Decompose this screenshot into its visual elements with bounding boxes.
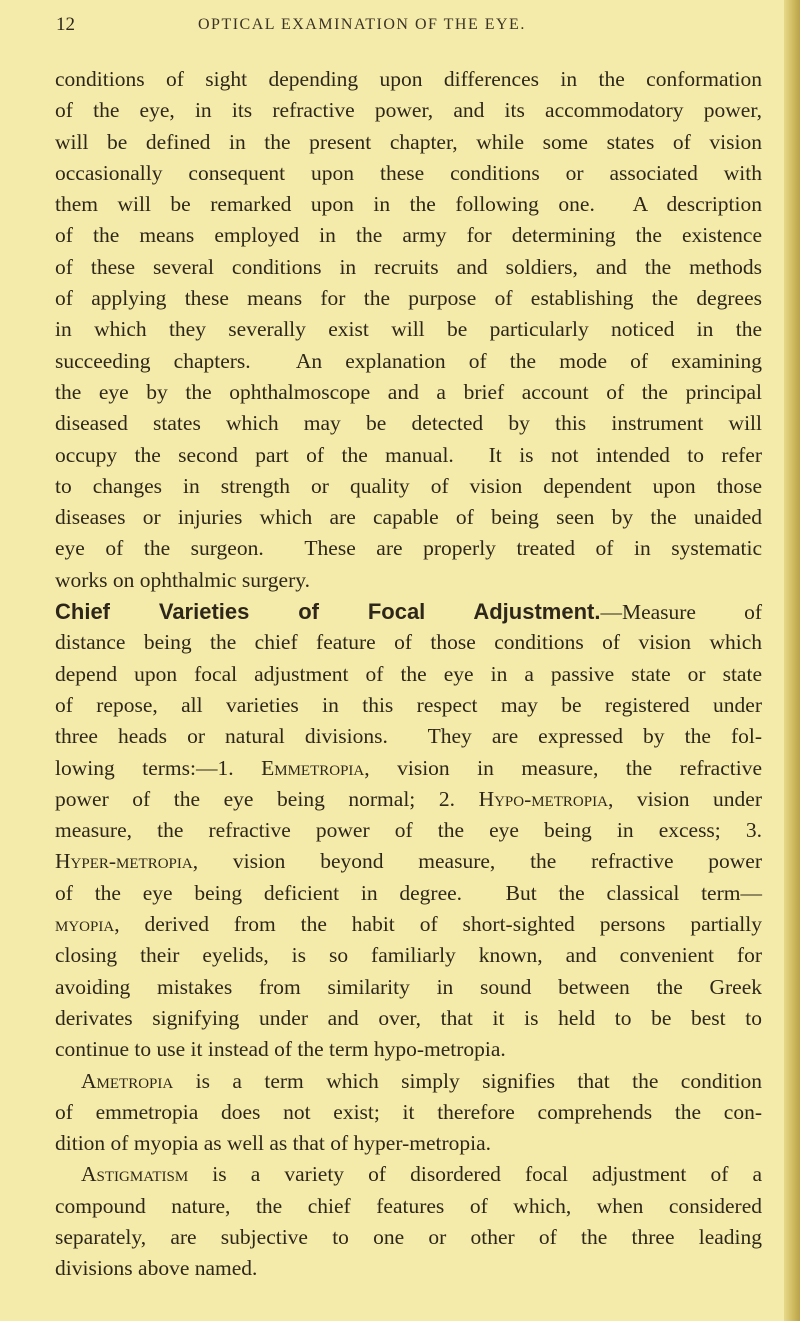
text-segment: , vision beyond measure, the refractive power xyxy=(192,849,762,874)
term-small-caps: myopia xyxy=(55,912,115,937)
term-small-caps: Emmetropia xyxy=(261,755,365,780)
text-line xyxy=(55,721,762,752)
text-segment: , vision under xyxy=(607,786,762,811)
text-line xyxy=(55,846,762,877)
term-small-caps: Astigmatism xyxy=(81,1162,189,1187)
text-line xyxy=(55,440,762,471)
text-line xyxy=(55,314,762,345)
term-small-caps: Hyper-metropia xyxy=(55,849,193,874)
text-line xyxy=(55,753,762,784)
text-segment: of the eye, in its refractive power, and its accommodatory power, xyxy=(55,98,762,123)
text-line xyxy=(55,1191,762,1222)
text-line xyxy=(55,909,762,940)
text-segment: , vision in measure, the refractive xyxy=(364,755,763,780)
text-line xyxy=(55,690,762,721)
text-segment: of emmetropia does not exist; it therefore comprehends the con- xyxy=(55,1099,762,1124)
text-line xyxy=(55,659,762,690)
text-segment: , derived from the habit of short-sighted persons partially xyxy=(114,912,762,937)
text-segment: occupy the second part of the manual. It is not intended to refer xyxy=(55,442,762,467)
text-line xyxy=(55,127,762,158)
term-small-caps: Ametropia xyxy=(81,1068,174,1093)
text-segment: measure, the refractive power of the eye being in excess; 3. xyxy=(55,818,762,843)
section-heading-line xyxy=(55,596,762,627)
text-segment: is a term which simply signifies that the condition xyxy=(173,1068,762,1093)
text-segment: diseases or injuries which are capable of being seen by the unaided xyxy=(55,505,762,530)
text-line xyxy=(55,878,762,909)
text-segment: derivates signifying under and over, that it is held to be best to xyxy=(55,1005,762,1030)
text-segment: distance being the chief feature of those conditions of vision which xyxy=(55,630,762,655)
text-line xyxy=(55,158,762,189)
text-line xyxy=(55,95,762,126)
text-segment: to changes in strength or quality of vision dependent upon those xyxy=(55,473,762,498)
text-segment: is a variety of disordered focal adjustment of a xyxy=(188,1162,762,1187)
text-segment: them will be remarked upon in the following one. A description xyxy=(55,192,762,217)
text-segment: conditions of sight depending upon differences in the conformation xyxy=(55,67,762,91)
text-segment: three heads or natural divisions. They are expressed by the fol- xyxy=(55,724,762,749)
section-heading: Chief Varieties of Focal Adjustment. xyxy=(55,599,601,625)
text-segment: lowing terms:—1. xyxy=(55,755,262,780)
text-segment: avoiding mistakes from similarity in sound between the Greek xyxy=(55,974,762,999)
text-segment: dition of myopia as well as that of hyper-metropia. xyxy=(55,1131,492,1156)
text-line xyxy=(55,283,762,314)
running-title: OPTICAL EXAMINATION OF THE EYE. xyxy=(198,16,526,33)
text-segment: occasionally consequent upon these conditions or associated with xyxy=(55,160,762,185)
text-line xyxy=(55,189,762,220)
text-line xyxy=(55,1159,762,1190)
page-body-text xyxy=(55,64,762,1285)
text-segment: in which they severally exist will be particularly noticed in the xyxy=(55,317,762,342)
text-segment: will be defined in the present chapter, while some states of vision xyxy=(55,129,762,154)
text-segment: continue to use it instead of the term hypo-metropia. xyxy=(55,1037,506,1062)
text-segment: compound nature, the chief features of which, when considered xyxy=(55,1193,762,1218)
text-line xyxy=(55,346,762,377)
text-segment: —Measure of xyxy=(600,600,763,625)
text-segment: eye of the surgeon. These are properly treated of in systematic xyxy=(55,536,762,561)
text-segment: power of the eye being normal; 2. xyxy=(55,786,479,811)
text-line xyxy=(55,1034,762,1065)
term-small-caps: Hypo-metropia xyxy=(478,786,608,811)
text-line xyxy=(55,972,762,1003)
text-segment: of the eye being deficient in degree. But the classical term— xyxy=(55,880,762,905)
text-line xyxy=(55,565,762,596)
page-number: 12 xyxy=(56,14,75,35)
text-segment: separately, are subjective to one or other of the three leading xyxy=(55,1224,762,1249)
text-line xyxy=(55,1097,762,1128)
page-header xyxy=(40,14,760,44)
text-line xyxy=(55,408,762,439)
text-line xyxy=(55,1128,762,1159)
text-line xyxy=(55,1003,762,1034)
text-line xyxy=(55,533,762,564)
text-segment: succeeding chapters. An explanation of the mode of examining xyxy=(55,348,762,373)
text-segment: of applying these means for the purpose of establishing the degrees xyxy=(55,286,762,311)
text-line xyxy=(55,815,762,846)
text-segment: works on ophthalmic surgery. xyxy=(55,567,310,592)
text-segment: of repose, all varieties in this respect may be registered under xyxy=(55,692,762,717)
page-edge xyxy=(784,0,800,1321)
text-line xyxy=(55,252,762,283)
text-line xyxy=(55,627,762,658)
text-line xyxy=(55,1066,762,1097)
text-segment: of the means employed in the army for determining the existence xyxy=(55,223,762,248)
text-segment: of these several conditions in recruits and soldiers, and the methods xyxy=(55,254,762,279)
text-line xyxy=(55,471,762,502)
text-segment: closing their eyelids, is so familiarly known, and convenient for xyxy=(55,943,762,968)
text-line xyxy=(55,377,762,408)
text-line xyxy=(55,502,762,533)
text-line xyxy=(55,784,762,815)
text-segment: diseased states which may be detected by this instrument will xyxy=(55,411,762,436)
text-line xyxy=(55,64,762,95)
text-segment: divisions above named. xyxy=(55,1256,258,1281)
text-line xyxy=(55,1253,762,1284)
text-line xyxy=(55,940,762,971)
text-line xyxy=(55,220,762,251)
text-segment: the eye by the ophthalmoscope and a brief account of the principal xyxy=(55,379,762,404)
text-line xyxy=(55,1222,762,1253)
text-segment: depend upon focal adjustment of the eye in a passive state or state xyxy=(55,661,762,686)
